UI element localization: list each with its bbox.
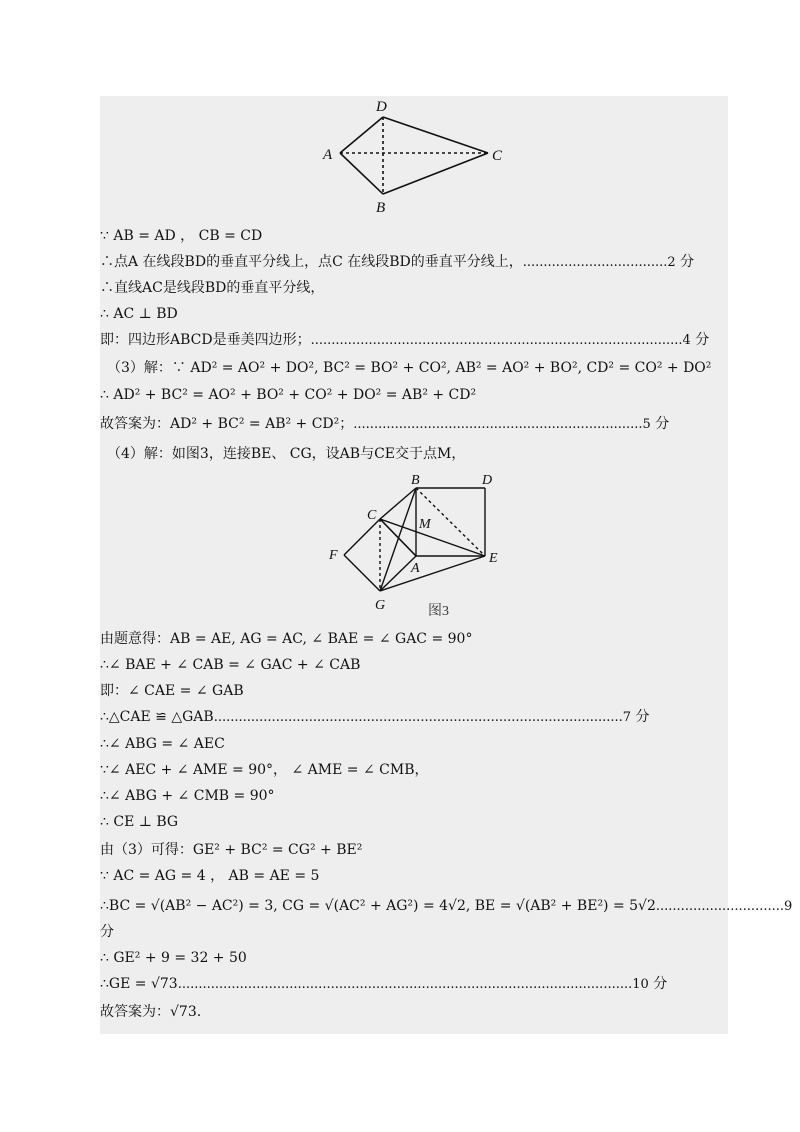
segment-ce: [380, 519, 485, 556]
line-12: 即：∠ CAE = ∠ GAB: [100, 683, 244, 699]
segment-cb: [383, 153, 488, 194]
line-9: （4）解：如图3，连接BE、 CG，设AB与CE交于点M，: [107, 446, 466, 462]
figure-caption: 图3: [428, 604, 449, 619]
score-mark: 分: [648, 976, 668, 992]
line-22-text: ∴GE = √73: [100, 976, 178, 992]
label-b: B: [411, 473, 420, 488]
line-20: [100, 896, 792, 917]
label-m: M: [419, 517, 431, 532]
line-13: [100, 707, 650, 728]
figure-3: [325, 470, 525, 630]
line-10: 由题意得：AB = AE, AG = AC, ∠ BAE = ∠ GAC = 90°: [100, 631, 473, 647]
line-19: ∵ AC = AG = 4 ， AB = AE = 5: [100, 868, 320, 884]
dot-leader: ...................................2: [522, 255, 676, 270]
line-21: ∴ GE² + 9 = 32 + 50: [100, 950, 247, 966]
line-22: [100, 974, 667, 995]
score-mark: 分: [631, 709, 650, 725]
segment-ba: [340, 153, 383, 194]
label-a: A: [323, 147, 333, 163]
label-d: D: [482, 473, 493, 488]
dot-leader: ...................................................................................................7: [213, 710, 632, 725]
dot-leader: ......................................................................5: [353, 417, 651, 432]
line-6: （3）解：∵ AD² = AO² + DO², BC² = BO² + CO², AB² = AO² + BO², CD² = CO² + DO²: [107, 360, 712, 376]
segment-fg: [344, 555, 380, 591]
label-f: F: [329, 548, 338, 563]
label-c: C: [367, 508, 377, 523]
line-8-text: 故答案为：AD² + BC² = AB² + CD²；: [100, 416, 354, 432]
line-14: ∴∠ ABG = ∠ AEC: [100, 736, 225, 752]
line-23: 故答案为：√73.: [100, 1004, 202, 1020]
label-d: D: [376, 99, 387, 115]
line-5: [100, 330, 709, 351]
label-e: E: [489, 551, 498, 566]
segment-ca-diagonal: [380, 519, 416, 556]
line-13-text: ∴△CAE ≌ △GAB: [100, 709, 214, 725]
label-g: G: [375, 598, 386, 613]
score-mark: 分: [690, 332, 710, 348]
line-11: ∴∠ BAE + ∠ CAB = ∠ GAC + ∠ CAB: [100, 657, 361, 673]
line-18: 由（3）可得：GE² + BC² = CG² + BE²: [100, 842, 363, 858]
segment-cf: [344, 519, 380, 555]
line-20-text: ∴BC = √(AB² − AC²) = 3, CG = √(AC² + AG²) = 4√2, BE = √(AB² + BE²) = 5√2: [100, 898, 656, 914]
line-16: ∴∠ ABG + ∠ CMB = 90°: [100, 788, 275, 804]
line-15: ∵∠ AEC + ∠ AME = 90°， ∠ AME = ∠ CMB，: [100, 762, 429, 778]
segment-ad: [340, 117, 383, 153]
line-17: ∴ CE ⊥ BG: [100, 814, 179, 830]
line-4: ∴ AC ⊥ BD: [100, 306, 178, 322]
line-7: ∴ AD² + BC² = AO² + BO² + CO² + DO² = AB² + CD²: [100, 387, 477, 403]
dot-leader: ...............................9: [655, 899, 793, 914]
line-5-text: 即：四边形ABCD是垂美四边形；: [100, 332, 311, 348]
line-20-continued: 分: [100, 924, 114, 940]
score-mark: 分: [675, 254, 695, 270]
line-2: [100, 252, 694, 273]
figure-kite-abcd: [300, 96, 540, 226]
segment-dc: [383, 117, 488, 153]
segment-ge: [380, 556, 485, 591]
line-8: [100, 414, 669, 435]
line-2-text: ∴点A 在线段BD的垂直平分线上，点C 在线段BD的垂直平分线上，: [100, 254, 523, 270]
label-a: A: [411, 561, 420, 576]
line-1: ∵ AB = AD ， CB = CD: [100, 228, 263, 244]
score-mark: 分: [650, 416, 670, 432]
label-b: B: [376, 200, 386, 216]
dot-leader: ..........................................................................................4: [310, 333, 691, 348]
dot-leader: ..............................................................................................................10: [177, 977, 649, 992]
line-3: ∴直线AC是线段BD的垂直平分线，: [100, 280, 325, 296]
label-c: C: [492, 148, 503, 164]
